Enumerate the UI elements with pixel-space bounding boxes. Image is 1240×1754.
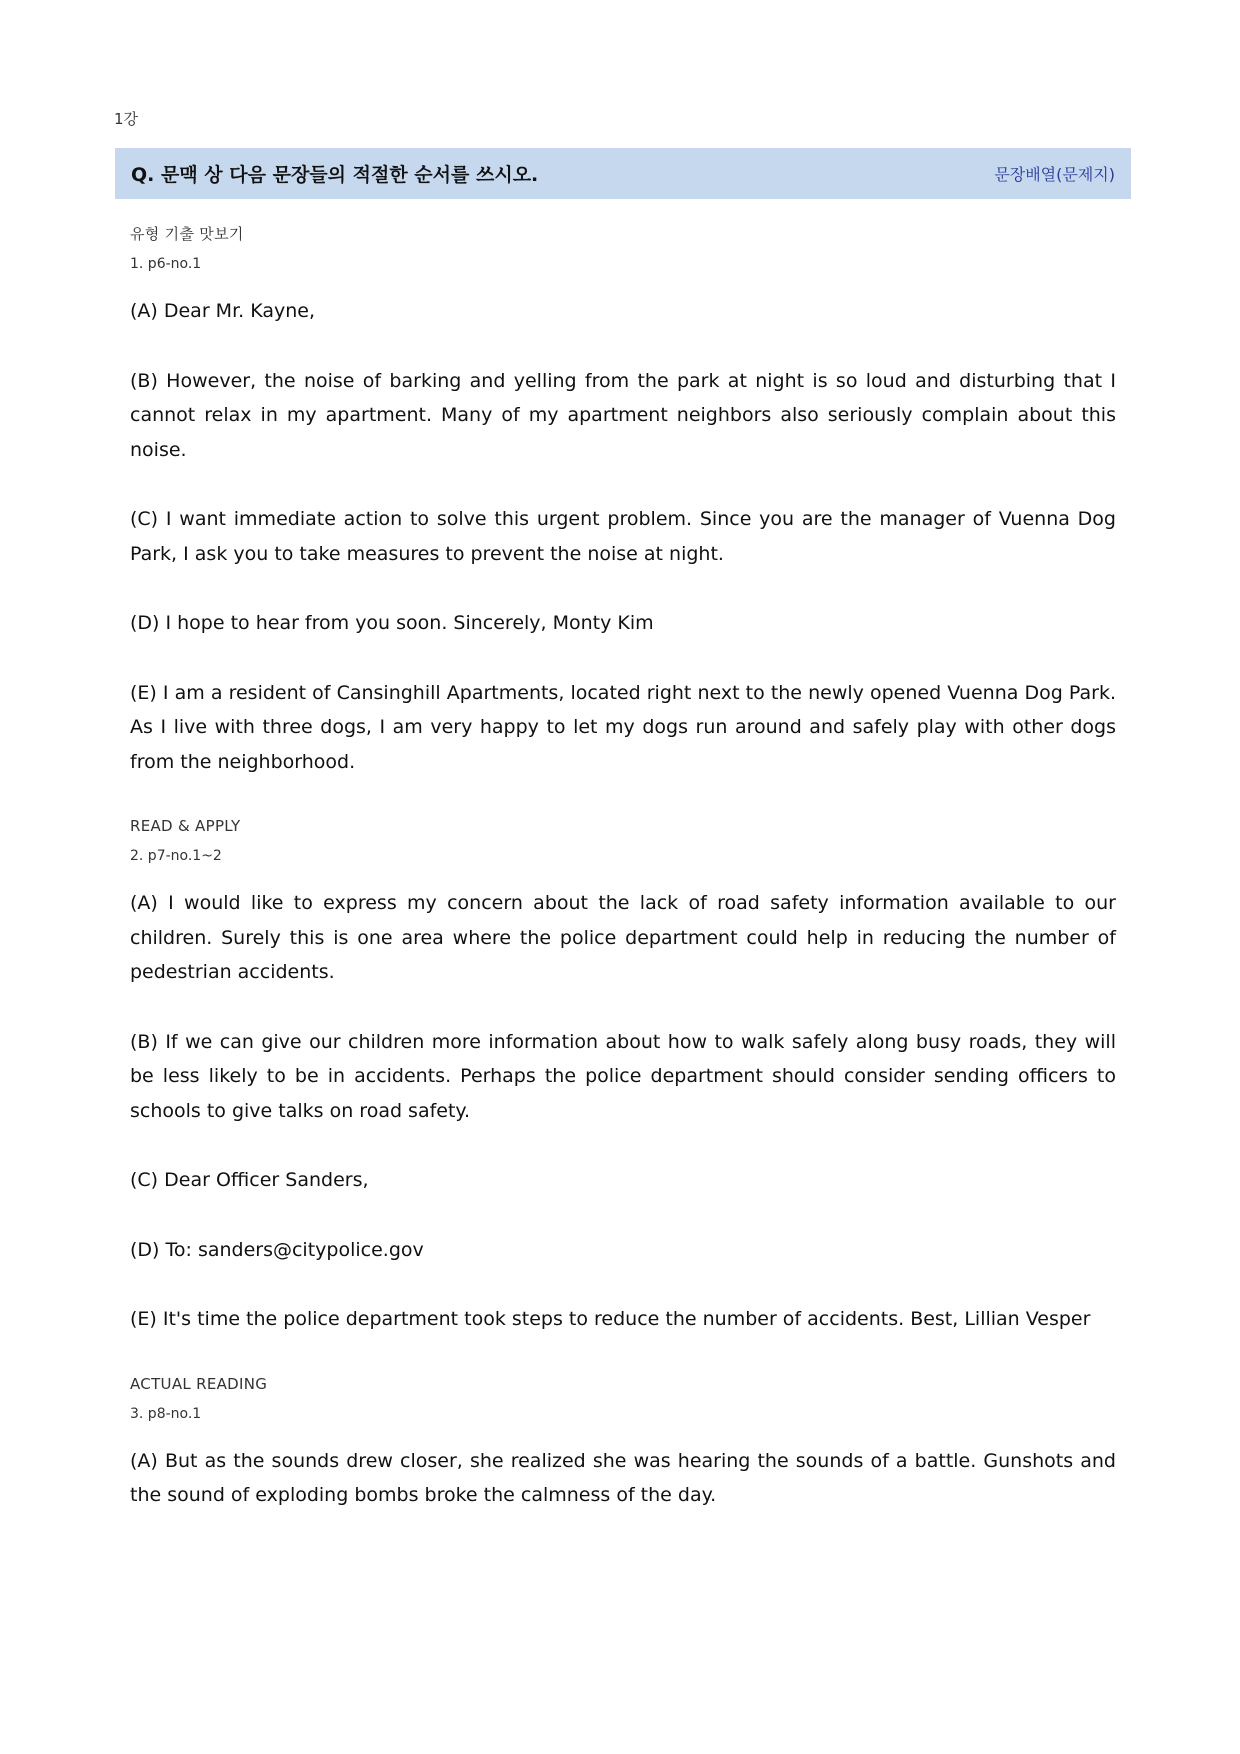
paragraph-a: (A) But as the sounds drew closer, she realized she was hearing the sounds of a battle. Gunshots and the sound of exploding bombs broke the calmness of the day. xyxy=(130,1449,1116,1506)
lesson-label: 1강 xyxy=(114,110,139,128)
content xyxy=(130,222,1116,1548)
paragraph-b: (B) If we can give our children more information about how to walk safely along busy roads, they will be less likely to be in accidents. Perhaps the police department should consider sending officers to schools to give talks on road safety. xyxy=(130,1030,1116,1122)
section-ref: 2. p7-no.1~2 xyxy=(130,848,222,864)
paragraph-c: (C) I want immediate action to solve this urgent problem. Since you are the manager of Vuenna Dog Park, I ask you to take measures to prevent the noise at night. xyxy=(130,508,1116,565)
paragraph-a: (A) Dear Mr. Kayne, xyxy=(130,300,315,322)
paragraph-c: (C) Dear Officer Sanders, xyxy=(130,1169,369,1191)
question-bar xyxy=(115,148,1131,199)
paragraph-a: (A) I would like to express my concern about the lack of road safety information available to our children. Surely this is one area where the police department could help in reducing the number of pedestrian accidents. xyxy=(130,892,1116,983)
section-label: READ & APPLY xyxy=(130,817,241,835)
section-label: 유형 기출 맛보기 xyxy=(130,225,244,243)
paragraph-d: (D) I hope to hear from you soon. Sincerely, Monty Kim xyxy=(130,612,654,634)
paragraph-e: (E) It's time the police department took steps to reduce the number of accidents. Best, Lillian Vesper xyxy=(130,1308,1091,1330)
section-ref: 3. p8-no.1 xyxy=(130,1405,202,1422)
question-type: 문장배열(문제지) xyxy=(994,165,1115,184)
paragraph-d: (D) To: sanders@citypolice.gov xyxy=(130,1238,424,1261)
section-1 xyxy=(130,222,1116,779)
paragraph-e: (E) I am a resident of Cansinghill Apartments, located right next to the newly opened Vuenna Dog Park. As I live with three dogs, I am very happy to let my dogs run around and safely play with other dogs from the neighborhood. xyxy=(130,681,1116,773)
section-label: ACTUAL READING xyxy=(130,1374,268,1393)
section-3 xyxy=(130,1372,1116,1513)
question-text: Q. 문맥 상 다음 문장들의 적절한 순서를 쓰시오. xyxy=(131,164,539,186)
paragraph-b: (B) However, the noise of barking and yelling from the park at night is so loud and disturbing that I cannot relax in my apartment. Many of my apartment neighbors also seriously complain about this noise. xyxy=(130,369,1116,461)
section-ref: 1. p6-no.1 xyxy=(130,256,202,272)
section-2 xyxy=(130,814,1116,1337)
